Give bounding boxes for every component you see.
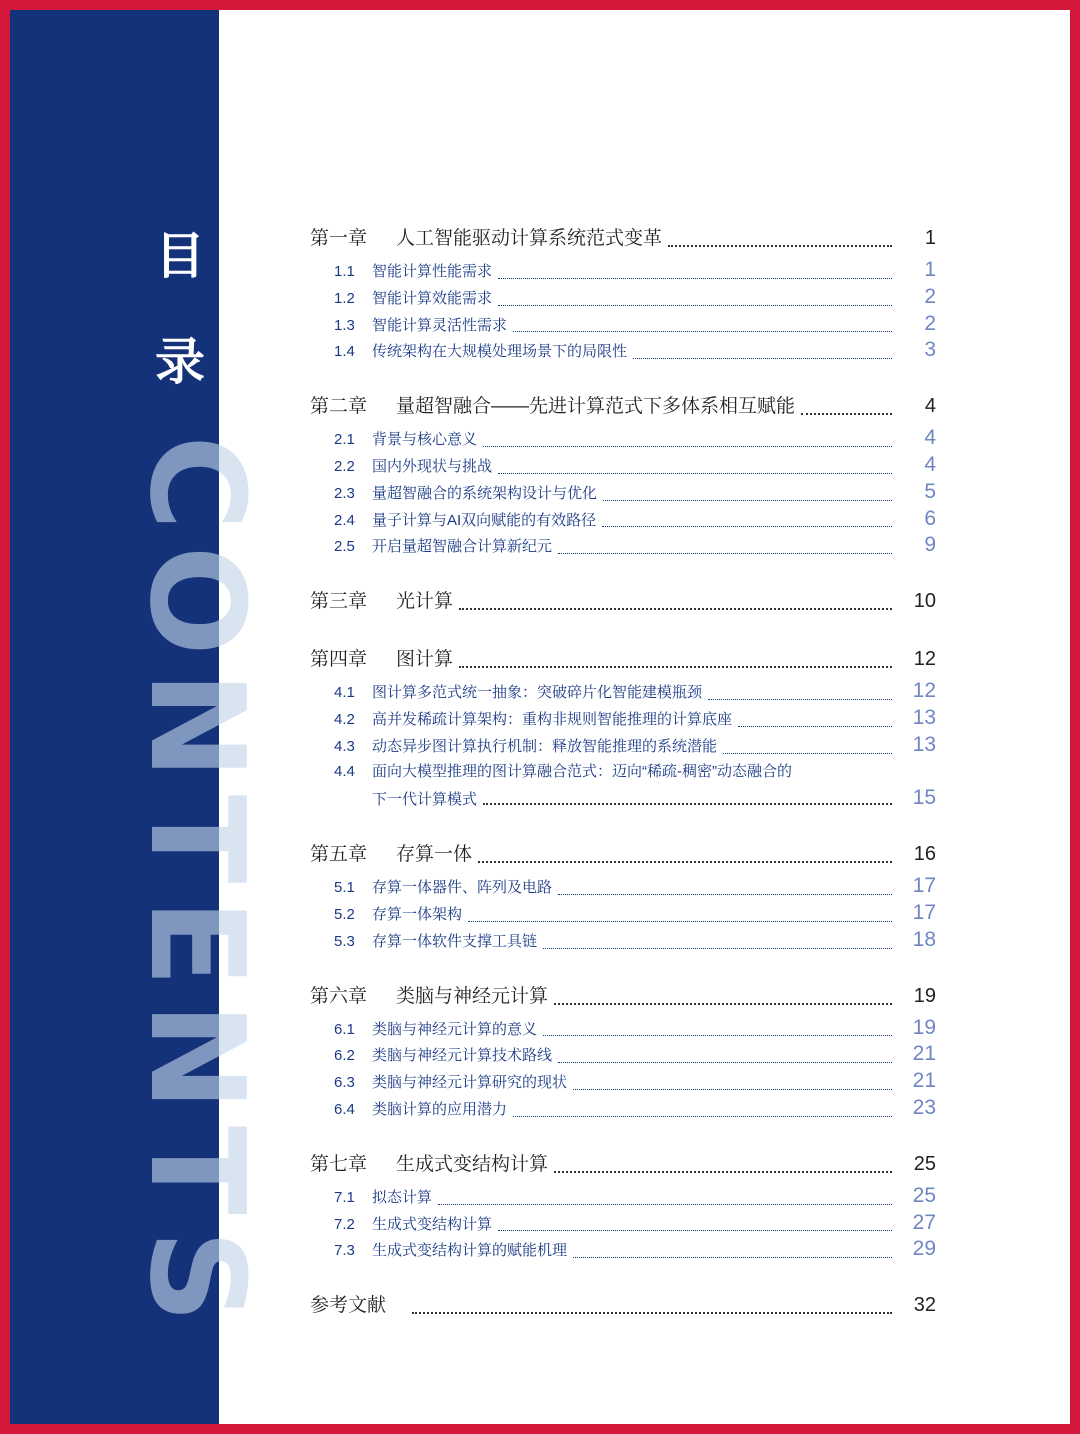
section-number: 5.3 [334,932,355,950]
dot-leader [554,1170,892,1173]
table-of-contents [310,223,936,1322]
section-number: 6.3 [334,1074,355,1092]
dot-leader [498,472,892,474]
section-page-number: 13 [912,705,936,729]
section-title: 智能计算性能需求 [372,263,493,280]
chapter-title: 光计算 [396,591,454,613]
section-entry-continuation[interactable] [310,786,936,813]
section-entry[interactable] [310,1211,936,1238]
chapter-entry[interactable] [310,981,936,1013]
section-title: 类脑与神经元计算技术路线 [372,1047,553,1065]
section-title: 面向大模型推理的图计算融合范式：迈向“稀疏-稠密”动态融合的 [372,762,792,780]
section-title: 量超智融合的系统架构设计与优化 [372,484,598,502]
section-title: 智能计算灵活性需求 [372,316,508,334]
section-entry[interactable] [310,453,936,480]
section-list [310,1016,936,1123]
section-number: 6.2 [334,1047,355,1065]
references-page-number: 32 [913,1294,936,1317]
section-entry[interactable] [310,1237,936,1264]
section-entry[interactable] [310,874,936,901]
section-number: 1.4 [334,343,355,361]
section-title: 开启量超智融合计算新纪元 [372,538,553,556]
dot-leader [801,412,892,415]
toc-title-char-2: 录 [155,333,205,391]
section-entry[interactable] [310,1184,936,1211]
chapter-title: 量超智融合——先进计算范式下多体系相互赋能 [396,396,796,418]
section-entry[interactable] [310,533,936,560]
chapter-page-number: 1 [924,227,936,249]
section-entry[interactable] [310,285,936,312]
section-number: 4.1 [334,684,355,702]
dot-leader [483,445,892,447]
section-list [310,426,936,560]
section-page-number: 17 [912,900,936,924]
dot-leader [498,277,892,279]
section-number: 5.2 [334,905,355,923]
chapter-number: 第六章 [310,985,368,1007]
section-entry[interactable] [310,312,936,339]
section-entry[interactable] [310,426,936,453]
chapter-entry[interactable] [310,586,936,618]
section-page-number: 18 [912,927,936,951]
dot-leader [738,725,892,727]
dot-leader [478,860,892,863]
section-number: 7.2 [334,1215,355,1233]
dot-leader [554,1002,892,1005]
section-title: 国内外现状与挑战 [372,457,493,475]
section-page-number: 2 [924,311,936,335]
chapter-number: 第四章 [310,649,368,671]
section-number: 5.1 [334,879,355,897]
section-page-number: 19 [912,1015,936,1039]
chapter-number: 第二章 [310,396,368,418]
section-list [310,679,936,813]
section-number: 1.1 [334,263,355,280]
dot-leader [558,552,892,554]
section-page-number: 29 [912,1237,936,1261]
section-entry[interactable] [310,901,936,928]
section-number: 2.1 [334,431,355,449]
section-number: 2.2 [334,457,355,475]
section-entry[interactable] [310,507,936,534]
section-page-number: 3 [924,338,936,362]
sidebar-band [10,10,219,1424]
section-title: 类脑与神经元计算的意义 [372,1020,538,1038]
dot-leader [543,1034,892,1036]
chapter-title: 人工智能驱动计算系统范式变革 [396,228,663,249]
section-title: 类脑与神经元计算研究的现状 [372,1074,568,1092]
chapter-entry[interactable] [310,839,936,871]
section-page-number: 4 [924,426,936,450]
section-entry[interactable] [310,1042,936,1069]
dot-leader [633,357,892,359]
chapter-title: 类脑与神经元计算 [396,985,549,1007]
contents-page [10,10,1070,1424]
section-number: 6.1 [334,1020,355,1038]
section-title: 智能计算效能需求 [372,289,493,307]
chapter-page-number: 10 [913,590,936,613]
section-entry[interactable] [310,480,936,507]
dot-leader [498,1229,892,1231]
section-page-number: 27 [912,1210,936,1234]
section-title: 量子计算与AI双向赋能的有效路径 [372,511,597,529]
section-page-number: 6 [924,506,936,530]
section-title: 生成式变结构计算 [372,1215,493,1233]
section-number: 7.1 [334,1188,355,1206]
section-page-number: 1 [924,258,936,281]
dot-leader [513,330,892,332]
section-page-number: 13 [912,732,936,756]
dot-leader [459,607,892,610]
section-entry[interactable] [310,1069,936,1096]
references-title: 参考文献 [310,1295,387,1317]
section-number: 4.3 [334,737,355,755]
section-title: 类脑计算的应用潜力 [372,1100,508,1118]
chapter-entry[interactable] [310,1149,936,1181]
section-page-number: 21 [912,1042,936,1066]
chapter-page-number: 4 [924,395,936,418]
section-entry[interactable] [310,706,936,733]
chapter-page-number: 19 [913,984,936,1007]
chapter-number: 第三章 [310,591,368,613]
chapter-page-number: 25 [913,1152,936,1175]
section-title: 生成式变结构计算的赋能机理 [372,1242,568,1260]
section-page-number: 9 [924,533,936,557]
dot-leader [668,244,892,247]
section-entry[interactable] [310,733,936,760]
chapter-title: 存算一体 [396,844,473,866]
section-title: 存算一体软件支撑工具链 [372,932,538,950]
section-entry[interactable] [310,1096,936,1123]
section-number: 6.4 [334,1100,355,1118]
section-list [310,1184,936,1264]
dot-leader [558,893,892,895]
section-number: 4.2 [334,710,355,728]
section-number: 4.4 [334,762,355,780]
section-title: 动态异步图计算执行机制：释放智能推理的系统潜能 [372,737,718,755]
toc-title-char-1: 目 [155,227,205,285]
section-page-number: 23 [912,1095,936,1119]
section-entry[interactable] [310,928,936,955]
section-page-number: 2 [924,284,936,308]
dot-leader [602,525,892,527]
references-entry[interactable] [310,1290,936,1322]
dot-leader [603,499,892,501]
dot-leader [498,304,892,306]
section-title: 背景与核心意义 [372,431,478,449]
section-title-continued: 下一代计算模式 [372,791,478,809]
chapter-title: 生成式变结构计算 [396,1153,549,1175]
section-entry[interactable] [310,679,936,706]
contents-watermark-text: CONTENTS [121,435,273,1339]
chapter-number: 第五章 [310,844,368,866]
section-number: 2.3 [334,484,355,502]
section-page-number: 12 [912,679,936,703]
chapter-entry[interactable] [310,223,936,255]
section-title: 拟态计算 [372,1188,433,1206]
section-page-number: 21 [912,1069,936,1093]
section-title: 传统架构在大规模处理场景下的局限性 [372,343,628,361]
section-entry[interactable] [310,760,936,787]
chapter-entry[interactable] [310,391,936,423]
dot-leader [438,1203,892,1205]
section-title: 存算一体器件、阵列及电路 [372,879,553,897]
section-entry[interactable] [310,338,936,365]
section-page-number: 15 [912,786,936,810]
section-number: 2.5 [334,538,355,556]
dot-leader [483,802,892,805]
section-entry[interactable] [310,1016,936,1043]
chapter-number: 第七章 [310,1153,368,1175]
chapter-number: 第一章 [310,228,368,249]
section-number: 1.3 [334,316,355,334]
section-list [310,874,936,954]
chapter-page-number: 12 [913,648,936,671]
dot-leader [459,665,892,668]
section-page-number: 4 [924,452,936,476]
section-entry[interactable] [310,258,936,285]
dot-leader [573,1256,892,1258]
dot-leader [543,947,892,949]
dot-leader [573,1088,892,1090]
section-number: 1.2 [334,289,355,307]
chapter-entry[interactable] [310,644,936,676]
dot-leader [558,1061,892,1063]
section-title: 图计算多范式统一抽象：突破碎片化智能建模瓶颈 [372,684,703,702]
section-number: 2.4 [334,511,355,529]
chapter-title: 图计算 [396,649,454,671]
dot-leader [513,1115,892,1117]
dot-leader [412,1311,892,1314]
section-title: 高并发稀疏计算架构：重构非规则智能推理的计算底座 [372,710,733,728]
section-page-number: 25 [912,1183,936,1207]
dot-leader [723,752,892,754]
section-number: 7.3 [334,1242,355,1260]
section-page-number: 17 [912,874,936,898]
dot-leader [468,920,892,922]
section-list [310,258,936,365]
section-title: 存算一体架构 [372,905,463,923]
dot-leader [708,698,892,700]
section-page-number: 5 [924,479,936,503]
chapter-page-number: 16 [913,843,936,866]
